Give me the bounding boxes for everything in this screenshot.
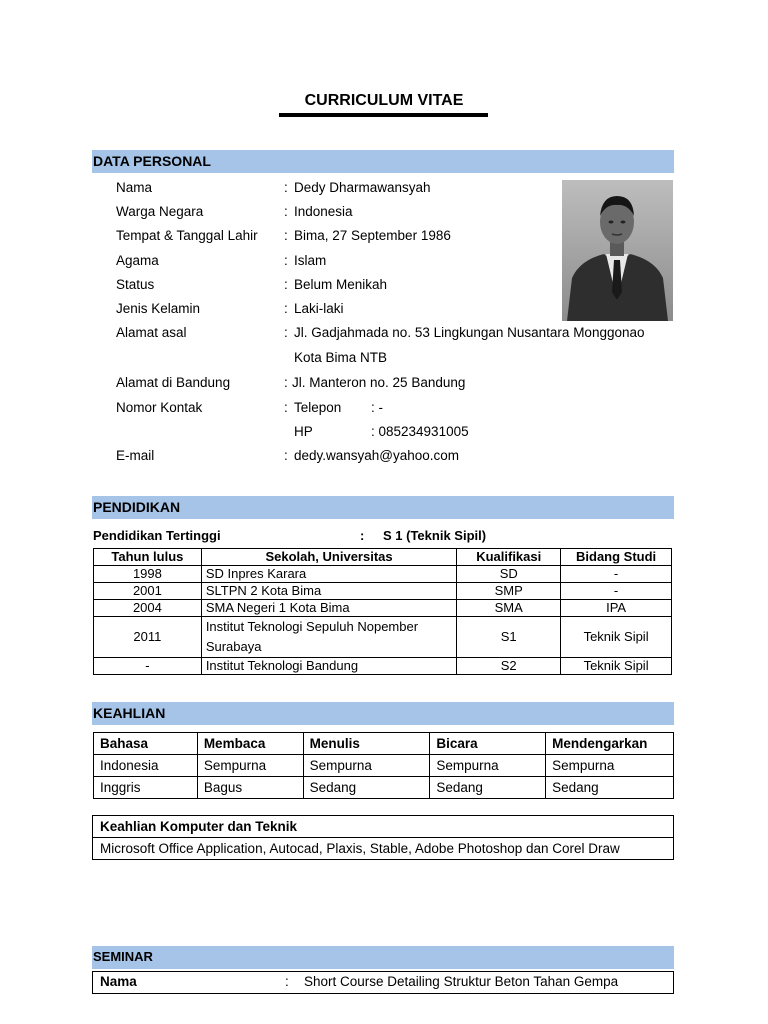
column-header: Bahasa: [94, 733, 198, 755]
table-cell: Sedang: [303, 777, 430, 799]
table-cell: SMA: [457, 600, 561, 617]
table-cell: Sempurna: [303, 755, 430, 777]
table-row: [94, 600, 672, 617]
field-value: Indonesia: [294, 204, 353, 219]
section-seminar: [92, 946, 674, 969]
table-cell: 2001: [94, 583, 202, 600]
profile-photo: [562, 180, 673, 321]
table-cell: Teknik Sipil: [561, 617, 672, 658]
education-table: [93, 548, 672, 675]
table-cell: SD Inpres Karara: [201, 566, 456, 583]
table-row: [94, 583, 672, 600]
seminar-box: [92, 971, 674, 994]
table-cell: Indonesia: [94, 755, 198, 777]
table-cell: 2004: [94, 600, 202, 617]
field-value: Dedy Dharmawansyah: [294, 180, 431, 195]
field-label: Warga Negara: [116, 204, 204, 219]
section-heading: KEAHLIAN: [93, 705, 166, 721]
field-colon: :: [284, 400, 288, 415]
table-cell: Sedang: [430, 777, 546, 799]
field-value: Jl. Gadjahmada no. 53 Lingkungan Nusantara Monggonao: [294, 325, 645, 340]
language-skills-table: [93, 732, 674, 799]
column-header: Kualifikasi: [457, 549, 561, 566]
section-heading: SEMINAR: [93, 949, 153, 964]
table-cell: Inggris: [94, 777, 198, 799]
table-cell: 1998: [94, 566, 202, 583]
personal-row-nomor-kontak: [0, 400, 768, 420]
column-header: Bicara: [430, 733, 546, 755]
contact-sub-label: Telepon: [294, 400, 342, 415]
seminar-colon: :: [285, 974, 289, 989]
field-colon: :: [284, 448, 288, 463]
table-cell: 2011: [94, 617, 202, 658]
field-colon: :: [284, 301, 288, 316]
table-row: [94, 566, 672, 583]
column-header: Menulis: [303, 733, 430, 755]
column-header: Sekolah, Universitas: [201, 549, 456, 566]
table-cell: -: [561, 583, 672, 600]
computer-skills-heading: Keahlian Komputer dan Teknik: [93, 816, 673, 838]
field-label: Status: [116, 277, 155, 292]
table-cell: SMP: [457, 583, 561, 600]
table-header-row: [94, 549, 672, 566]
field-value: Bima, 27 September 1986: [294, 228, 451, 243]
field-colon: :: [284, 228, 288, 243]
table-cell: Sempurna: [430, 755, 546, 777]
column-header: Mendengarkan: [546, 733, 674, 755]
section-pendidikan: [92, 496, 674, 519]
field-colon: :: [284, 253, 288, 268]
field-value: Laki-laki: [294, 301, 344, 316]
section-keahlian: [92, 702, 674, 725]
field-value: Islam: [294, 253, 327, 268]
field-label: Alamat di Bandung: [116, 375, 231, 390]
title-underline: [279, 113, 488, 117]
highest-education-colon: :: [360, 528, 365, 543]
table-cell: Sempurna: [546, 755, 674, 777]
table-cell: SMA Negeri 1 Kota Bima: [201, 600, 456, 617]
field-colon: :: [284, 180, 288, 195]
personal-row-alamat-asal-cont: [0, 350, 768, 370]
table-cell: Institut Teknologi Sepuluh Nopember Surabaya: [201, 617, 456, 658]
highest-education-value: S 1 (Teknik Sipil): [383, 528, 487, 543]
column-header: Membaca: [197, 733, 303, 755]
column-header: Tahun lulus: [94, 549, 202, 566]
field-colon: :: [284, 375, 288, 390]
contact-sub-value: : 085234931005: [371, 424, 469, 439]
personal-row-email: [0, 448, 768, 468]
personal-row-hp: [0, 424, 768, 444]
table-cell: Institut Teknologi Bandung: [201, 658, 456, 675]
field-value: Belum Menikah: [294, 277, 388, 292]
field-value: Jl. Manteron no. 25 Bandung: [292, 375, 466, 390]
section-heading: PENDIDIKAN: [93, 499, 181, 515]
table-cell: S2: [457, 658, 561, 675]
table-header-row: [94, 733, 674, 755]
table-cell: Teknik Sipil: [561, 658, 672, 675]
section-data-personal: [92, 150, 674, 173]
table-cell: SLTPN 2 Kota Bima: [201, 583, 456, 600]
field-value-continued: Kota Bima NTB: [294, 350, 388, 365]
table-row: [94, 777, 674, 799]
field-label: Agama: [116, 253, 159, 268]
table-row: [94, 617, 672, 658]
highest-education-label: Pendidikan Tertinggi: [93, 528, 221, 543]
field-colon: :: [284, 325, 288, 340]
table-cell: -: [561, 566, 672, 583]
field-label: Nama: [116, 180, 153, 195]
seminar-label: Nama: [100, 974, 137, 989]
computer-skills-box: [92, 815, 674, 860]
table-row: [94, 658, 672, 675]
contact-sub-label: HP: [294, 424, 313, 439]
column-header: Bidang Studi: [561, 549, 672, 566]
table-cell: S1: [457, 617, 561, 658]
field-value: dedy.wansyah@yahoo.com: [294, 448, 460, 463]
table-cell: -: [94, 658, 202, 675]
seminar-value: Short Course Detailing Struktur Beton Tahan Gempa: [304, 974, 619, 989]
personal-row-alamat-asal: [0, 325, 768, 345]
table-cell: SD: [457, 566, 561, 583]
field-label: Alamat asal: [116, 325, 187, 340]
personal-row-alamat-bandung: [0, 375, 768, 395]
table-cell: Sempurna: [197, 755, 303, 777]
contact-sub-value: : -: [371, 400, 383, 415]
table-cell: IPA: [561, 600, 672, 617]
field-label: Jenis Kelamin: [116, 301, 201, 316]
table-row: [94, 755, 674, 777]
field-label: Tempat & Tanggal Lahir: [116, 228, 258, 243]
field-label: E-mail: [116, 448, 155, 463]
field-label: Nomor Kontak: [116, 400, 203, 415]
section-heading: DATA PERSONAL: [93, 153, 211, 169]
table-cell: Bagus: [197, 777, 303, 799]
document-title: CURRICULUM VITAE: [304, 92, 464, 109]
field-colon: :: [284, 277, 288, 292]
person-portrait-image: [562, 180, 673, 321]
computer-skills-value: Microsoft Office Application, Autocad, Plaxis, Stable, Adobe Photoshop dan Corel Draw: [100, 841, 620, 856]
table-cell: Sedang: [546, 777, 674, 799]
field-colon: :: [284, 204, 288, 219]
